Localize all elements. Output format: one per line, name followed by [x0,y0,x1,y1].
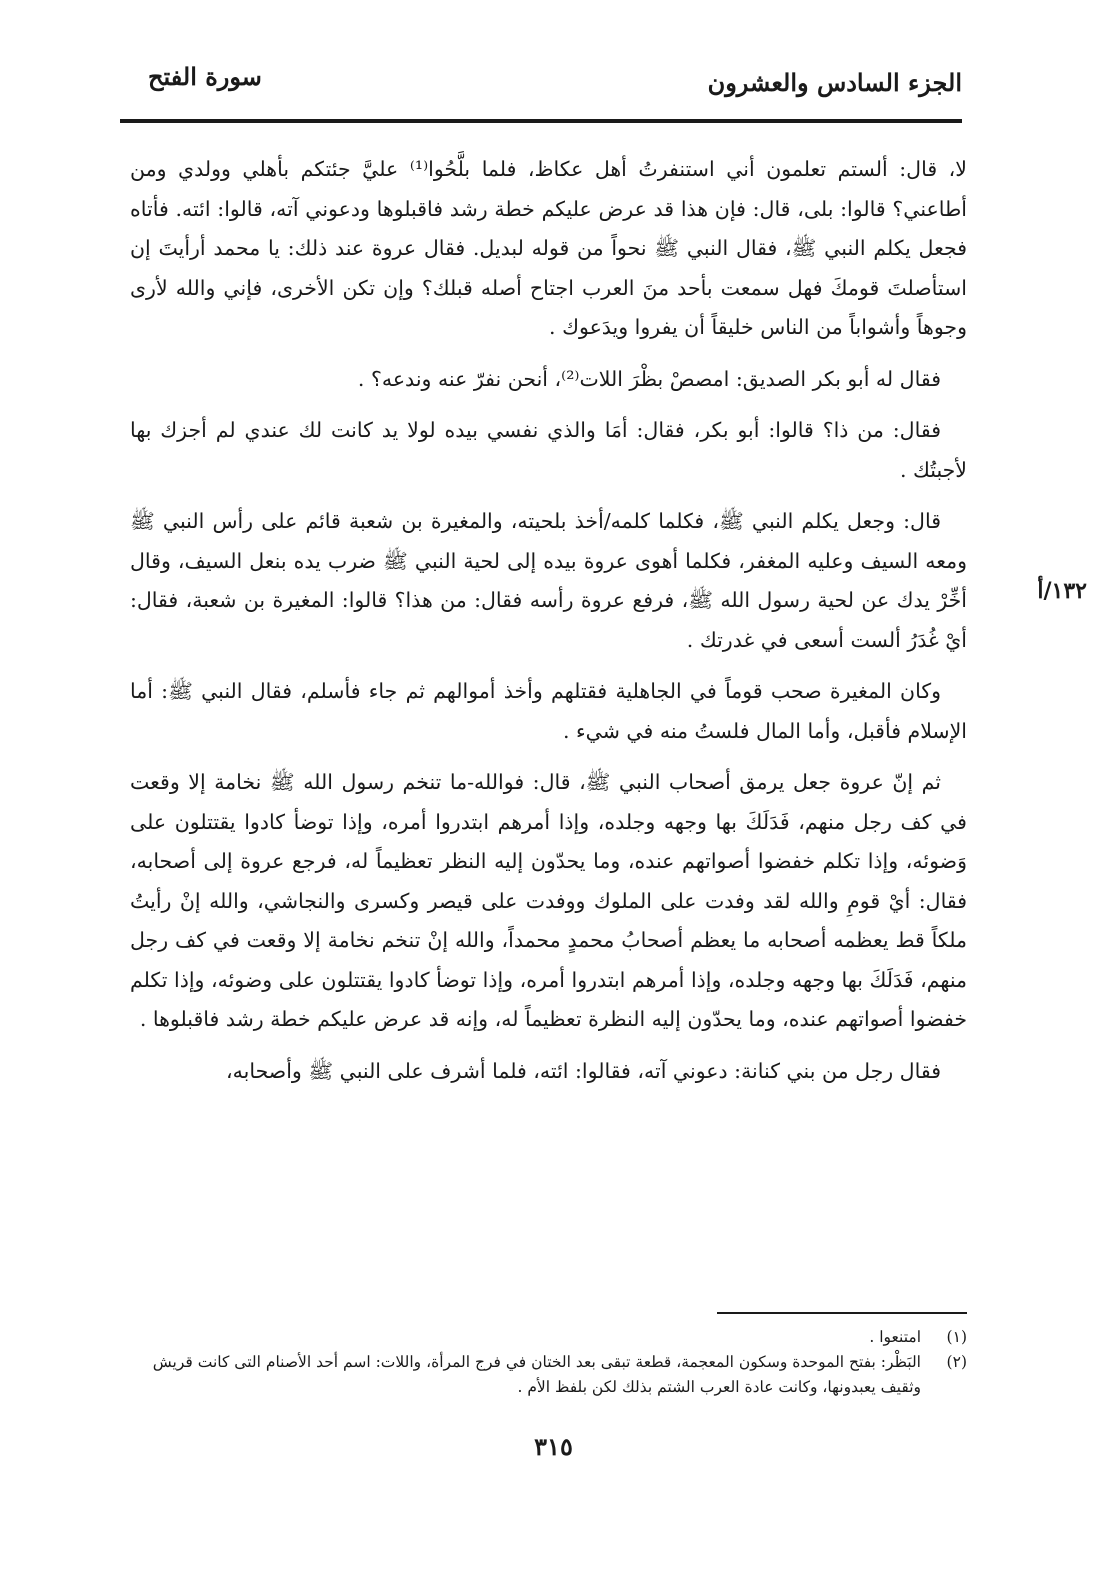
main-text [130,150,967,1103]
paragraph: قال: وجعل يكلم النبي ﷺ، فكلما كلمه/أخذ بلحيته، والمغيرة بن شعبة قائم على رأس النبي ﷺ ومعه السيف وعليه المغفر، فكلما أهوى عروة بيده إلى لحية النبي ﷺ ضرب يده بنعل السيف، وقال أخِّرْ يدك عن لحية رسول الله ﷺ، فرفع عروة رأسه فقال: من هذا؟ قالوا: المغيرة بن شعبة، فقال: أيْ غُدَرُ ألست أسعى في غدرتك . [130,509,967,652]
manuscript-folio-note: ١٣٢/أ [1037,578,1087,604]
footnote-rule [717,1312,967,1314]
part-title: الجزء السادس والعشرون [707,68,962,97]
footnote-text: البَظْر: بفتح الموحدة وسكون المعجمة، قطعة تبقى بعد الختان في فرج المرأة، واللات: اسم أحد الأصنام التى كانت قريش وثقيف يعبدونها، وكانت عادة العرب الشتم بذلك لكن بلفظ الأم . [152,1353,921,1396]
header-rule [120,119,962,123]
running-header [120,62,962,102]
paragraph: ثم إنّ عروة جعل يرمق أصحاب النبي ﷺ، قال: فوالله-ما تنخم رسول الله ﷺ نخامة إلا وقعت في كف رجل منهم، فَدَلَكَ بها وجهه وجلده، وإذا أمرهم ابتدروا أمره، وإذا توضأ كادوا يقتتلون على وَضوئه، وإذا تكلم خفضوا أصواتهم عنده، وما يحدّون إليه النظر تعظيماً له، فرجع عروة إلى أصحابه، فقال: أيْ قومِ والله لقد وفدت على الملوك ووفدت على قيصر وكسرى والنجاشي، والله إنْ رأيتُ ملكاً قط يعظمه أصحابه ما يعظم أصحابُ محمدٍ محمداً، والله إنْ تنخم نخامة إلا وقعت في كف رجل منهم، فَدَلَكَ بها وجهه وجلده، وإذا أمرهم ابتدروا أمره، وإذا توضأ كادوا يقتتلون على وضوئه، وإذا تكلم خفضوا أصواتهم عنده، وما يحدّون إليه النظرة تعظيماً له، وإنه قد عرض عليكم خطة رشد فاقبلوها . [130,770,967,1031]
footnote-number: (٢) [946,1353,967,1371]
footnote-number: (١) [946,1328,967,1346]
paragraph: فقال له أبو بكر الصديق: امصصْ بظْرَ اللات⁽²⁾، أنحن نفرّ عنه وندعه؟ . [357,366,941,391]
page-number: ٣١٥ [534,1432,573,1461]
footnote [130,1325,967,1350]
paragraph: وكان المغيرة صحب قوماً في الجاهلية فقتلهم وأخذ أموالهم ثم جاء فأسلم، فقال النبي ﷺ: أما الإسلام فأقبل، وأما المال فلستُ منه في شيء . [130,679,967,743]
paragraph: فقال: من ذا؟ قالوا: أبو بكر، فقال: أمَا والذي نفسي بيده لولا يد كانت لك عندي لم أجزك بها لأجبتُك . [130,418,967,482]
surah-title: سورة الفتح [148,62,262,91]
paragraph: لا، قال: ألستم تعلمون أني استنفرتُ أهل عكاظ، فلما بلَّحُوا⁽¹⁾ عليَّ جئتكم بأهلي وولدي ومن أطاعني؟ قالوا: بلى، قال: فإن هذا قد عرض عليكم خطة رشد فاقبلوها ودعوني آته، قالوا: ائته. فأتاه فجعل يكلم النبي ﷺ، فقال النبي ﷺ نحواً من قوله لبديل. فقال عروة عند ذلك: يا محمد أرأيتَ إن استأصلتَ قومكَ فهل سمعت بأحد منَ العرب اجتاح أصله قبلك؟ وإن تكن الأخرى، فإني والله لأرى وجوهاً وأشواباً من الناس خليقاً أن يفروا ويدَعوك . [130,157,967,339]
footnote [130,1350,967,1400]
footnotes [130,1325,967,1400]
footnote-text: امتنعوا . [869,1328,921,1346]
paragraph: فقال رجل من بني كنانة: دعوني آته، فقالوا: ائته، فلما أشرف على النبي ﷺ وأصحابه، [226,1058,941,1083]
